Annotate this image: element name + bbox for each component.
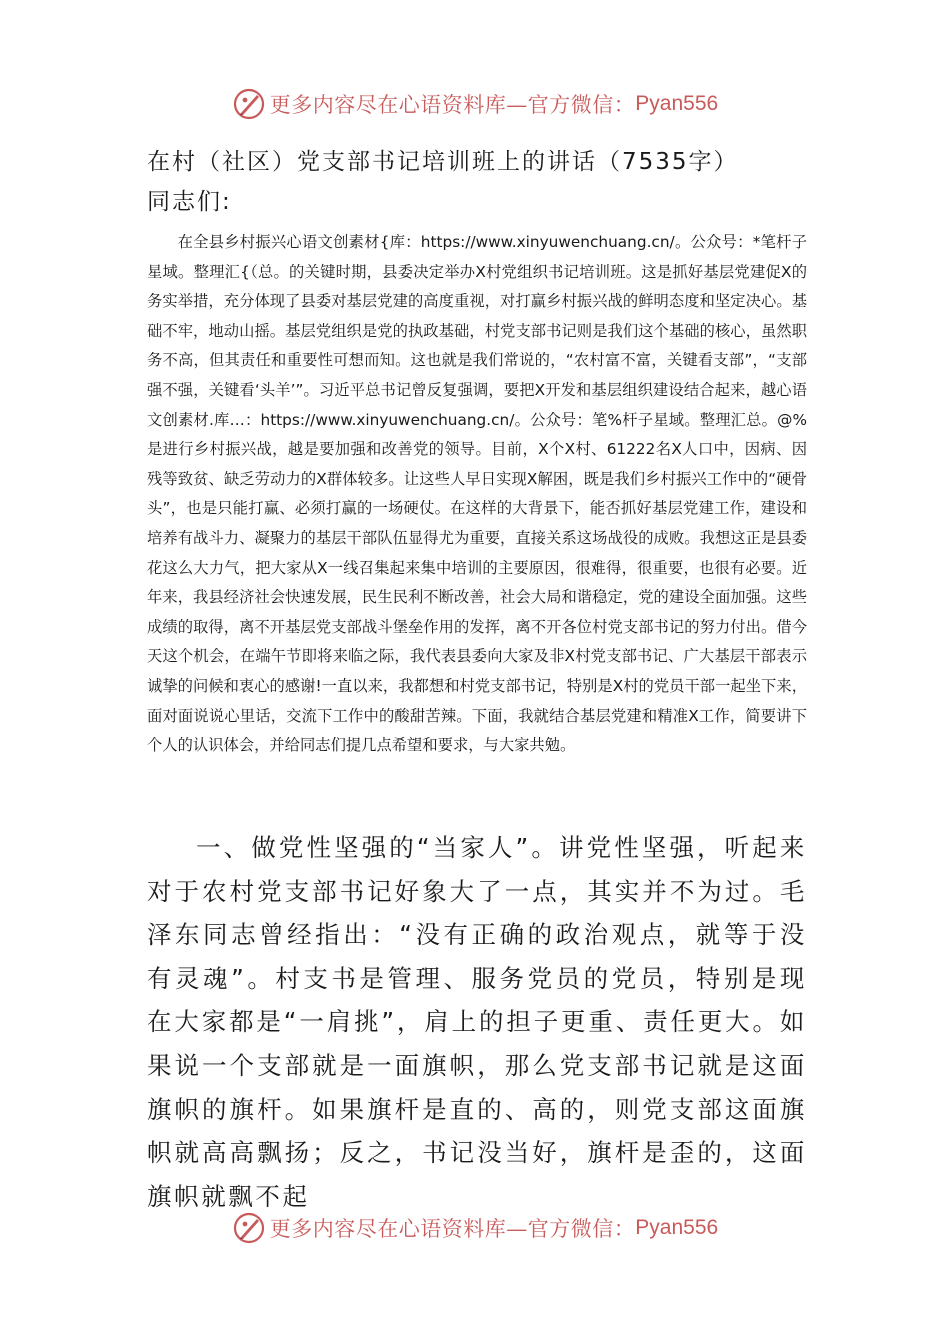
greeting: 同志们: — [147, 189, 232, 215]
footer-banner — [0, 1208, 950, 1248]
footer-banner-wechat-id: Pyan556 — [635, 1216, 719, 1239]
pen-logo-icon — [232, 1211, 266, 1245]
document-title: 在村（社区）党支部书记培训班上的讲话（7535字） — [147, 149, 739, 175]
header-banner-text: 更多内容尽在心语资料库—官方微信： — [269, 93, 636, 117]
header-banner-wechat-id: Pyan556 — [635, 92, 719, 115]
paragraph-section-one: 一、做党性坚强的“当家人”。讲党性坚强，听起来对于农村党支部书记好象大了一点，其实并不为过。毛泽东同志曾经指出：“没有正确的政治观点，就等于没有灵魂”。村支书是管理、服务党员的党员，特别是现在大家都是“一肩挑”，肩上的担子更重、责任更大。如果说一个支部就是一面旗帜，那么党支部书记就是这面旗帜的旗杆。如果旗杆是直的、高的，则党支部这面旗帜就高高飘扬；反之，书记没当好，旗杆是歪的，这面旗帜就飘不起 — [147, 833, 807, 1211]
header-banner — [0, 84, 950, 124]
footer-banner-text: 更多内容尽在心语资料库—官方微信： — [269, 1217, 636, 1241]
pen-logo-icon — [232, 87, 266, 121]
paragraph-intro: 在全县乡村振兴心语文创素材{库：https://www.xinyuwenchuang.cn/。公众号：*笔杆子星域。整理汇{（总。的关键时期，县委决定举办X村党组织书记培训班。这是抓好基层党建促X的务实举措，充分体现了县委对基层党建的高度重视，对打赢乡村振兴战的鲜明态度和坚定决心。基础不牢，地动山摇。基层党组织是党的执政基础，村党支部书记则是我们这个基础的核心，虽然职务不高，但其责任和重要性可想而知。这也就是我们常说的，“农村富不富，关键看支部”，“支部强不强，关键看‘头羊’”。习近平总书记曾反复强调，要把X开发和基层组织建设结合起来，越心语文创素材.库…：https://www.xinyuwenchuang.cn/。公众号：笔%杆子星域。整理汇总。@%是进行乡村振兴战，越是要加强和改善党的领导。目前，X个X村、61222名X人口中，因病、因残等致贫、缺乏劳动力的X群体较多。让这些人早日实现X解困，既是我们乡村振兴工作中的“硬骨头”，也是只能打赢、必须打赢的一场硬仗。在这样的大背景下，能否抓好基层党建工作，建设和培养有战斗力、凝聚力的基层干部队伍显得尤为重要，直接关系这场战役的成败。我想这正是县委花这么大力气，把大家从X一线召集起来集中培训的主要原因，很难得，很重要，也很有必要。近年来，我县经济社会快速发展，民生民利不断改善，社会大局和谐稳定，党的建设全面加强。这些成绩的取得，离不开基层党支部战斗堡垒作用的发挥，离不开各位村党支部书记的努力付出。借今天这个机会，在端午节即将来临之际，我代表县委向大家及非X村党支部书记、广大基层干部表示诚挚的问候和衷心的感谢!一直以来，我都想和村党支部书记，特别是X村的党员干部一起坐下来，面对面说说心里话，交流下工作中的酸甜苦辣。下面，我就结合基层党建和精准X工作，简要讲下个人的认识体会，并给同志们提几点希望和要求，与大家共勉。 — [147, 233, 807, 755]
